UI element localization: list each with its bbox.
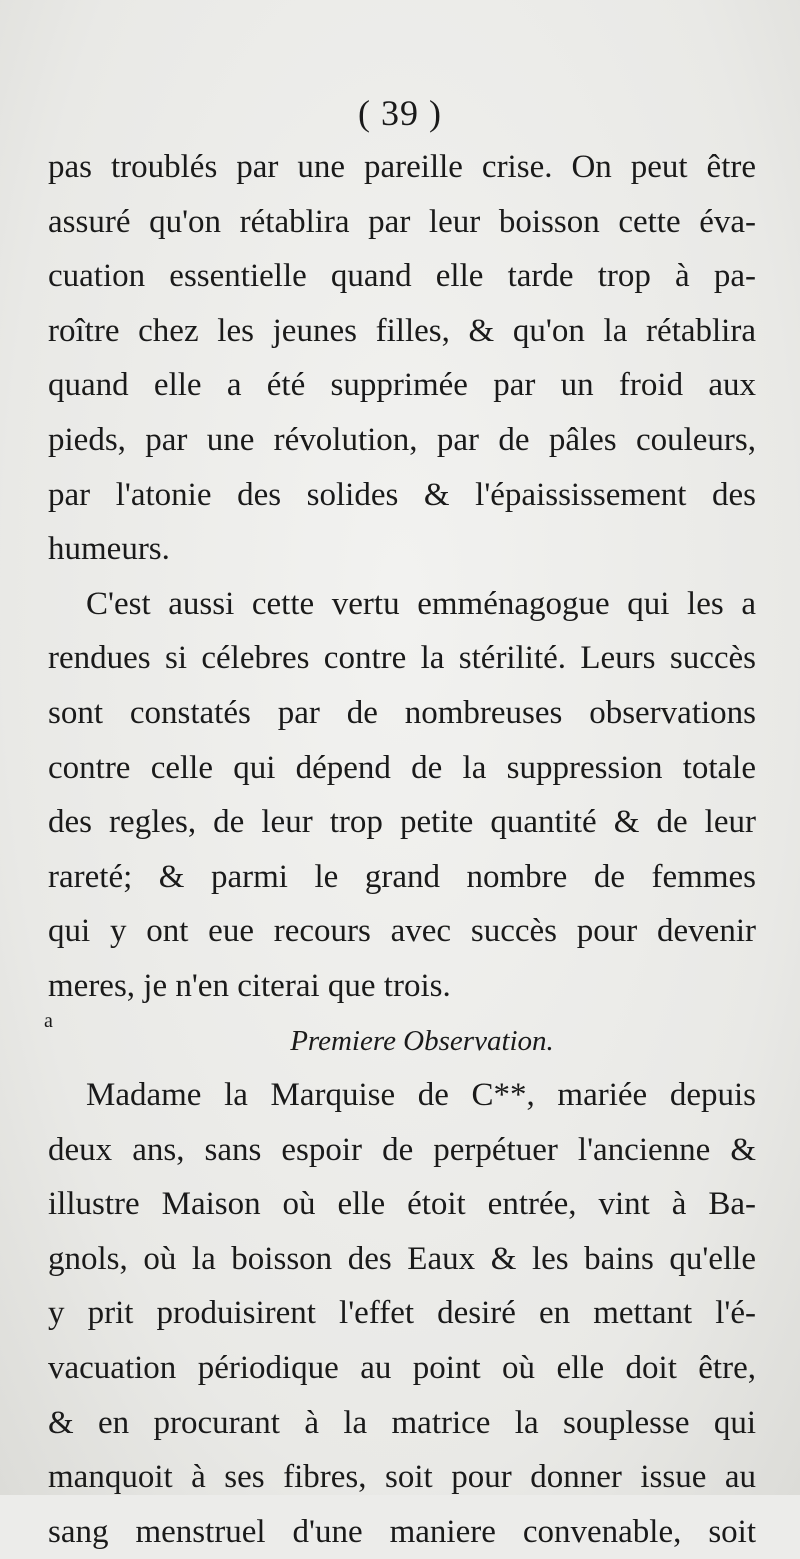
text-line: Madame la Marquise de C**, mariée depuis	[86, 1077, 756, 1114]
text-line: par l'atonie des solides & l'épaississement des	[48, 476, 756, 513]
text-line: sang menstruel d'une maniere convenable, soit	[48, 1513, 756, 1550]
text-line: C'est aussi cette vertu emménagogue qui les a	[86, 585, 756, 622]
page-number: ( 39 )	[358, 93, 442, 133]
text-line: & en procurant à la matrice la souplesse qui	[48, 1404, 756, 1441]
paragraph-mark: a	[44, 1010, 53, 1032]
text-line: rendues si célebres contre la stérilité. Leurs succès	[48, 640, 756, 677]
text-line: quand elle a été supprimée par un froid aux	[48, 367, 756, 404]
text-line: deux ans, sans espoir de perpétuer l'ancienne &	[48, 1131, 756, 1168]
text-line: manquoit à ses fibres, soit pour donner issue au	[48, 1459, 756, 1496]
text-line: pas troublés par une pareille crise. On peut être	[48, 149, 756, 185]
section-heading: Premiere Observation.	[290, 1024, 554, 1057]
text-line: cuation essentielle quand elle tarde trop à pa-	[48, 258, 756, 295]
text-line: y prit produisirent l'effet desiré en mettant l'é-	[48, 1295, 756, 1332]
text-line: assuré qu'on rétablira par leur boisson cette éva-	[48, 203, 756, 240]
text-line: illustre Maison où elle étoit entrée, vint à Ba-	[48, 1186, 756, 1223]
text-line: qui y ont eue recours avec succès pour devenir	[48, 913, 756, 950]
text-line: meres, je n'en citerai que trois.	[48, 967, 451, 1004]
text-line: des regles, de leur trop petite quantité & de leur	[48, 804, 756, 841]
text-line: humeurs.	[48, 531, 170, 568]
text-line: sont constatés par de nombreuses observations	[48, 694, 756, 731]
text-line: vacuation périodique au point où elle doit être,	[48, 1350, 756, 1387]
text-line: gnols, où la boisson des Eaux & les bains qu'elle	[48, 1240, 756, 1277]
page-body	[48, 140, 756, 1559]
text-line: rareté; & parmi le grand nombre de femmes	[48, 858, 756, 895]
text-line: roître chez les jeunes filles, & qu'on la rétablira	[48, 312, 756, 349]
text-line: contre celle qui dépend de la suppression totale	[48, 749, 756, 786]
text-line: pieds, par une révolution, par de pâles couleurs,	[48, 421, 756, 458]
